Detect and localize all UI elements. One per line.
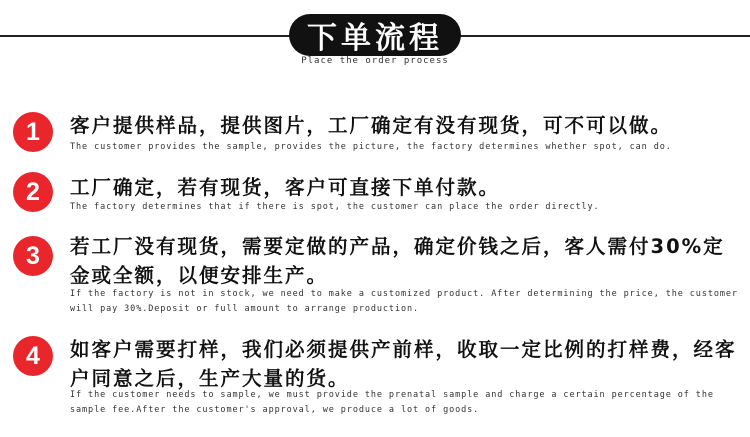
page-title: 下单流程	[289, 14, 461, 56]
step-number-badge: 3	[13, 236, 53, 276]
header-divider-right	[458, 35, 750, 37]
step-number-badge: 2	[13, 172, 53, 212]
step-number-badge: 4	[13, 336, 53, 376]
step-text-en: If the customer needs to sample, we must provide the prenatal sample and charge a certain percentage of the sample fee.After the customer's approval, we produce a lot of goods.	[70, 390, 714, 415]
step-text-zh: 工厂确定，若有现货，客户可直接下单付款。	[70, 176, 501, 199]
page-subtitle: Place the order process	[301, 56, 449, 66]
step-text-zh: 如客户需要打样，我们必须提供产前样，收取一定比例的打样费，经客户同意之后，生产大量的货。	[70, 338, 737, 390]
step-text-zh: 若工厂没有现货，需要定做的产品，确定价钱之后，客人需付30%定金或全额，以便安排生产。	[70, 235, 725, 287]
step-number-badge: 1	[13, 112, 53, 152]
header-divider-left	[0, 35, 292, 37]
step-text-en: The factory determines that if there is spot, the customer can place the order directly.	[70, 202, 600, 212]
step-text-zh: 客户提供样品，提供图片，工厂确定有没有现货，可不可以做。	[70, 114, 673, 137]
step-text-en: The customer provides the sample, provides the picture, the factory determines whether spot, can do.	[70, 142, 672, 152]
step-text-en: If the factory is not in stock, we need to make a customized product. After determining the price, the customer will pay 30%.Deposit or full amount to arrange production.	[70, 289, 738, 314]
